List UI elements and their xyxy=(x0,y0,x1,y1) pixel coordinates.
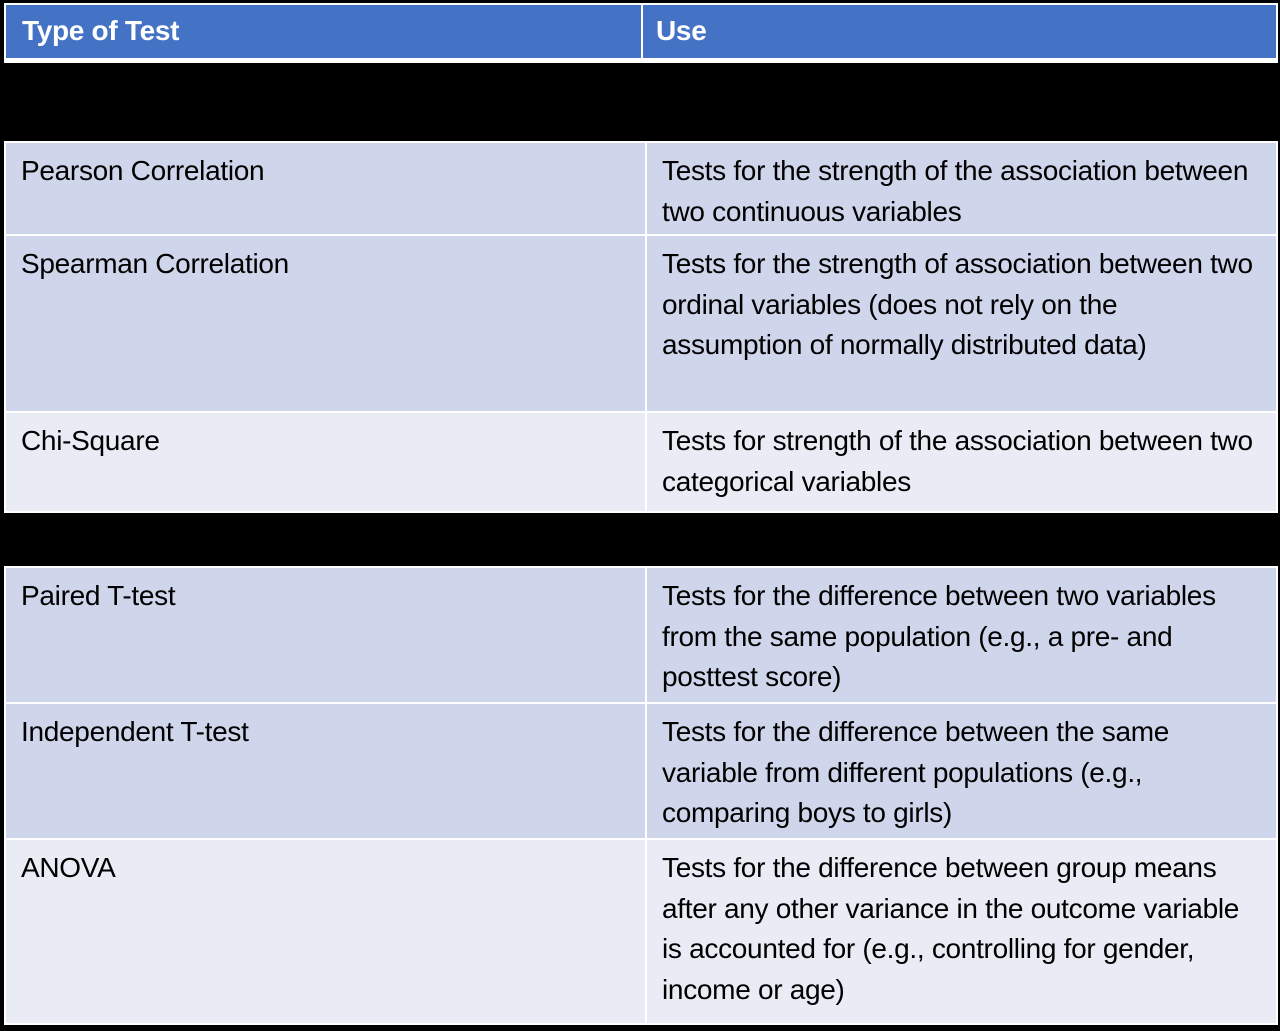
table-group-difference xyxy=(4,566,1278,1025)
table-row xyxy=(6,143,1276,234)
test-use-cell: Tests for the difference between two variables from the same population (e.g., a pre- and posttest score) xyxy=(647,568,1276,702)
header-row xyxy=(6,5,1276,58)
header-type-of-test: Type of Test xyxy=(6,5,641,58)
test-name-cell: Spearman Correlation xyxy=(6,236,645,411)
test-name-cell: Paired T-test xyxy=(6,568,645,702)
table-row xyxy=(6,568,1276,702)
test-name-cell: ANOVA xyxy=(6,840,645,1023)
header-use: Use xyxy=(643,5,1276,58)
test-name-cell: Independent T-test xyxy=(6,704,645,838)
test-name-cell: Pearson Correlation xyxy=(6,143,645,234)
test-use-cell: Tests for the strength of the association between two continuous variables xyxy=(647,143,1276,234)
table-row xyxy=(6,840,1276,1023)
test-name-cell: Chi-Square xyxy=(6,413,645,511)
table-header xyxy=(4,3,1278,63)
table-row xyxy=(6,704,1276,838)
test-use-cell: Tests for the difference between the same variable from different populations (e.g., comparing boys to girls) xyxy=(647,704,1276,838)
table-row xyxy=(6,236,1276,411)
test-use-cell: Tests for the strength of association between two ordinal variables (does not rely on the assumption of normally distributed data) xyxy=(647,236,1276,411)
test-use-cell: Tests for the difference between group means after any other variance in the outcome variable is accounted for (e.g., controlling for gender, income or age) xyxy=(647,840,1276,1023)
test-use-cell: Tests for strength of the association between two categorical variables xyxy=(647,413,1276,511)
table-row xyxy=(6,413,1276,511)
table-group-association xyxy=(4,141,1278,513)
